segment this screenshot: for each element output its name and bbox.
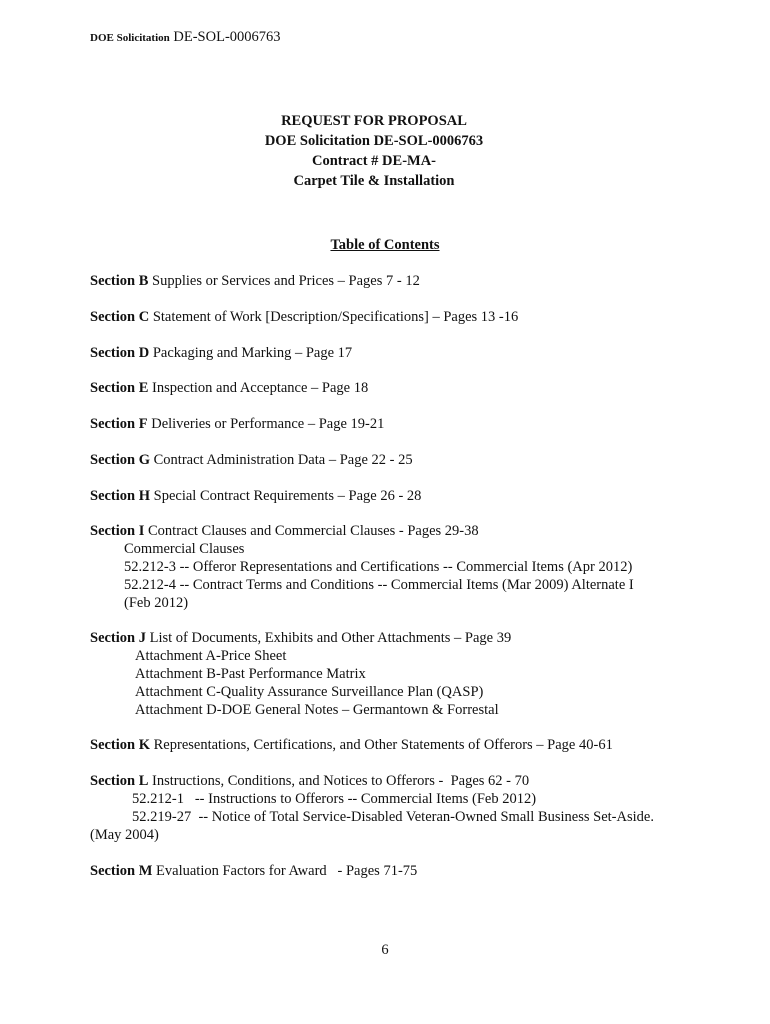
title-line-4: Carpet Tile & Installation	[293, 173, 455, 189]
toc-entry-section-d	[90, 344, 730, 362]
title-line-3: Contract # DE-MA-	[311, 153, 437, 169]
toc-entry-section-g	[90, 451, 730, 469]
section-l-subitem: (May 2004)	[90, 827, 159, 843]
section-text: Packaging and Marking – Page 17	[152, 345, 353, 361]
running-header	[90, 29, 281, 46]
section-i-subitem: 52.212-3 -- Offeror Representations and Certifications -- Commercial Items (Apr 2012)	[124, 559, 633, 575]
section-l-subitem: 52.219-27 -- Notice of Total Service-Disabled Veteran-Owned Small Business Set-Aside.	[132, 809, 654, 825]
section-label: Section C	[90, 309, 150, 325]
toc-heading: Table of Contents	[330, 237, 440, 253]
section-text: Special Contract Requirements – Page 26 - 28	[153, 488, 422, 504]
title-line-2: DOE Solicitation DE-SOL-0006763	[264, 133, 484, 149]
section-label: Section I	[90, 523, 145, 539]
section-i-subitem: Commercial Clauses	[124, 541, 245, 557]
toc-entry-section-j	[90, 629, 730, 647]
toc-entry-section-l	[90, 772, 730, 790]
section-text: Supplies or Services and Prices – Pages 7 - 12	[152, 273, 420, 289]
toc-entry-section-h	[90, 487, 730, 505]
section-label: Section K	[90, 737, 151, 753]
toc-entry-section-e	[90, 379, 730, 397]
document-title	[0, 111, 748, 191]
section-j-attachment: Attachment A-Price Sheet	[135, 648, 287, 664]
section-text: Inspection and Acceptance – Page 18	[152, 380, 369, 396]
toc-entry-section-c	[90, 308, 730, 326]
toc-entry-section-i	[90, 522, 730, 540]
header-solicitation-number: DE-SOL-0006763	[173, 29, 281, 45]
section-l-subitem: 52.212-1 -- Instructions to Offerors -- Commercial Items (Feb 2012)	[132, 791, 537, 807]
page-number: 6	[381, 942, 389, 958]
section-text: Instructions, Conditions, and Notices to Offerors - Pages 62 - 70	[152, 773, 530, 789]
section-label: Section G	[90, 452, 151, 468]
section-label: Section J	[90, 630, 146, 646]
section-label: Section B	[90, 273, 149, 289]
section-text: Contract Clauses and Commercial Clauses - Pages 29-38	[148, 523, 479, 539]
section-j-attachment: Attachment B-Past Performance Matrix	[135, 666, 366, 682]
title-line-1: REQUEST FOR PROPOSAL	[281, 113, 467, 129]
section-i-subitem: (Feb 2012)	[124, 595, 189, 611]
section-text: List of Documents, Exhibits and Other Attachments – Page 39	[149, 630, 512, 646]
section-text: Deliveries or Performance – Page 19-21	[151, 416, 385, 432]
section-j-attachment: Attachment D-DOE General Notes – Germantown & Forrestal	[135, 702, 499, 718]
section-label: Section E	[90, 380, 149, 396]
toc-entry-section-b	[90, 272, 730, 290]
header-label: DOE Solicitation	[90, 32, 170, 44]
toc-entry-section-m	[90, 862, 730, 880]
section-label: Section F	[90, 416, 148, 432]
toc-entry-section-f	[90, 415, 730, 433]
section-label: Section L	[90, 773, 149, 789]
section-j-attachment: Attachment C-Quality Assurance Surveillance Plan (QASP)	[135, 684, 484, 700]
section-text: Contract Administration Data – Page 22 - 25	[153, 452, 413, 468]
section-label: Section D	[90, 345, 150, 361]
section-text: Evaluation Factors for Award - Pages 71-75	[156, 863, 418, 879]
section-label: Section H	[90, 488, 151, 504]
section-i-subitem: 52.212-4 -- Contract Terms and Conditions -- Commercial Items (Mar 2009) Alternate I	[124, 577, 634, 593]
section-text: Representations, Certifications, and Other Statements of Offerors – Page 40-61	[153, 737, 613, 753]
section-text: Statement of Work [Description/Specifications] – Pages 13 -16	[152, 309, 519, 325]
section-label: Section M	[90, 863, 153, 879]
toc-entry-section-k	[90, 736, 730, 754]
